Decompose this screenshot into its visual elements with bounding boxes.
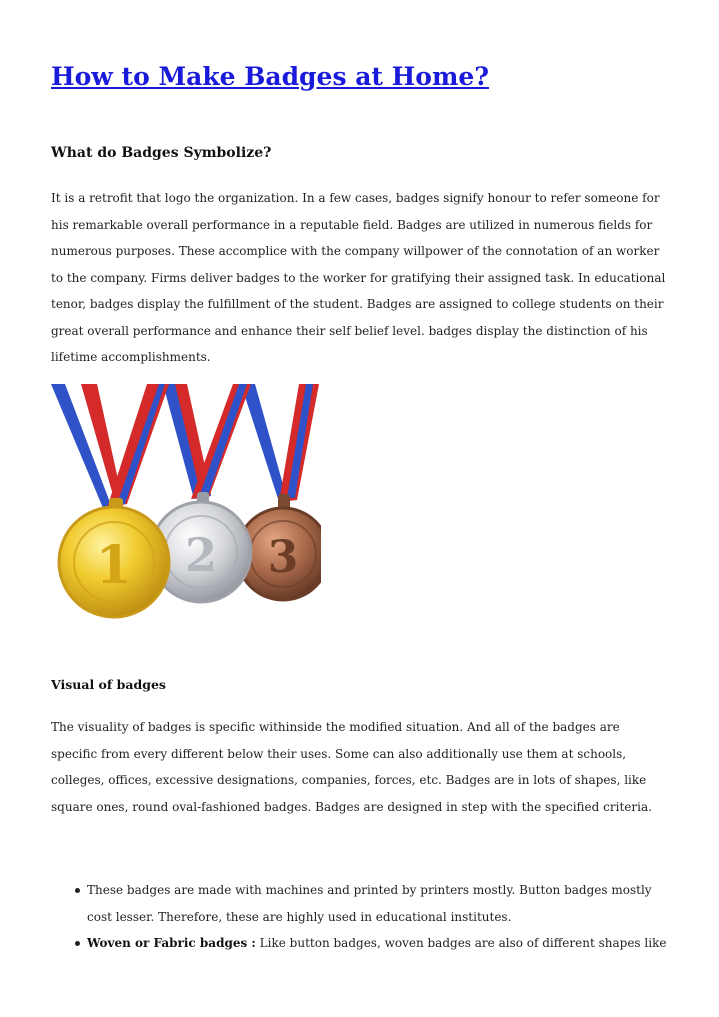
paragraph-line: numerous purposes. These accomplice with the company willpower of the connotation of an worker (51, 244, 660, 258)
paragraph-line: The visuality of badges is specific withinside the modified situation. And all of the badges are (51, 720, 620, 734)
paragraph-line: his remarkable overall performance in a reputable field. Badges are utilized in numerous fields for (51, 217, 653, 232)
ribbon-bronze (241, 384, 319, 502)
medal-label-1: 1 (95, 535, 133, 596)
paragraph-line: specific from every different below their uses. Some can also additionally use them at schools, (51, 746, 627, 761)
ribbon-silver (163, 384, 251, 499)
medals-illustration (51, 384, 321, 654)
bullet-icon (75, 888, 80, 893)
list-item-line (87, 930, 691, 957)
list-item (51, 930, 691, 957)
list-item-term: Woven or Fabric badges : (87, 936, 256, 950)
list-item-line: cost lesser. Therefore, these are highly used in educational institutes. (87, 909, 512, 924)
paragraph-line: lifetime accomplishments. (51, 350, 211, 364)
bullet-icon (75, 941, 80, 946)
medal-gold (59, 498, 169, 617)
paragraph-line: to the company. Firms deliver badges to the worker for gratifying their assigned task. In educational (51, 270, 666, 285)
ribbon-gold (51, 384, 169, 508)
paragraph-visual (51, 714, 676, 820)
section-heading-visual: Visual of badges (51, 677, 166, 692)
paragraph-line: square ones, round oval-fashioned badges. Badges are designed in step with the specified criteria. (51, 799, 652, 814)
medal-label-3: 3 (267, 532, 299, 583)
paragraph-line: tenor, badges display the fulfillment of the student. Badges are assigned to college students on their (51, 297, 664, 311)
paragraph-line: colleges, offices, excessive designations, companies, forces, etc. Badges are in lots of shapes, like (51, 773, 647, 787)
medals-image (51, 384, 321, 654)
list-item-text: Like button badges, woven badges are also of different shapes like (255, 936, 667, 950)
section-heading-symbolize: What do Badges Symbolize? (51, 145, 272, 161)
badge-types-list (51, 877, 691, 957)
list-item-line: These badges are made with machines and printed by printers mostly. Button badges mostly (87, 883, 652, 897)
paragraph-symbolize (51, 185, 676, 371)
list-item (51, 877, 691, 930)
page-title-link[interactable]: How to Make Badges at Home? (51, 62, 489, 91)
paragraph-line: It is a retrofit that logo the organization. In a few cases, badges signify honour to refer someone for (51, 191, 660, 205)
paragraph-line: great overall performance and enhance their self belief level. badges display the distinction of his (51, 323, 648, 338)
medal-label-2: 2 (184, 528, 218, 582)
